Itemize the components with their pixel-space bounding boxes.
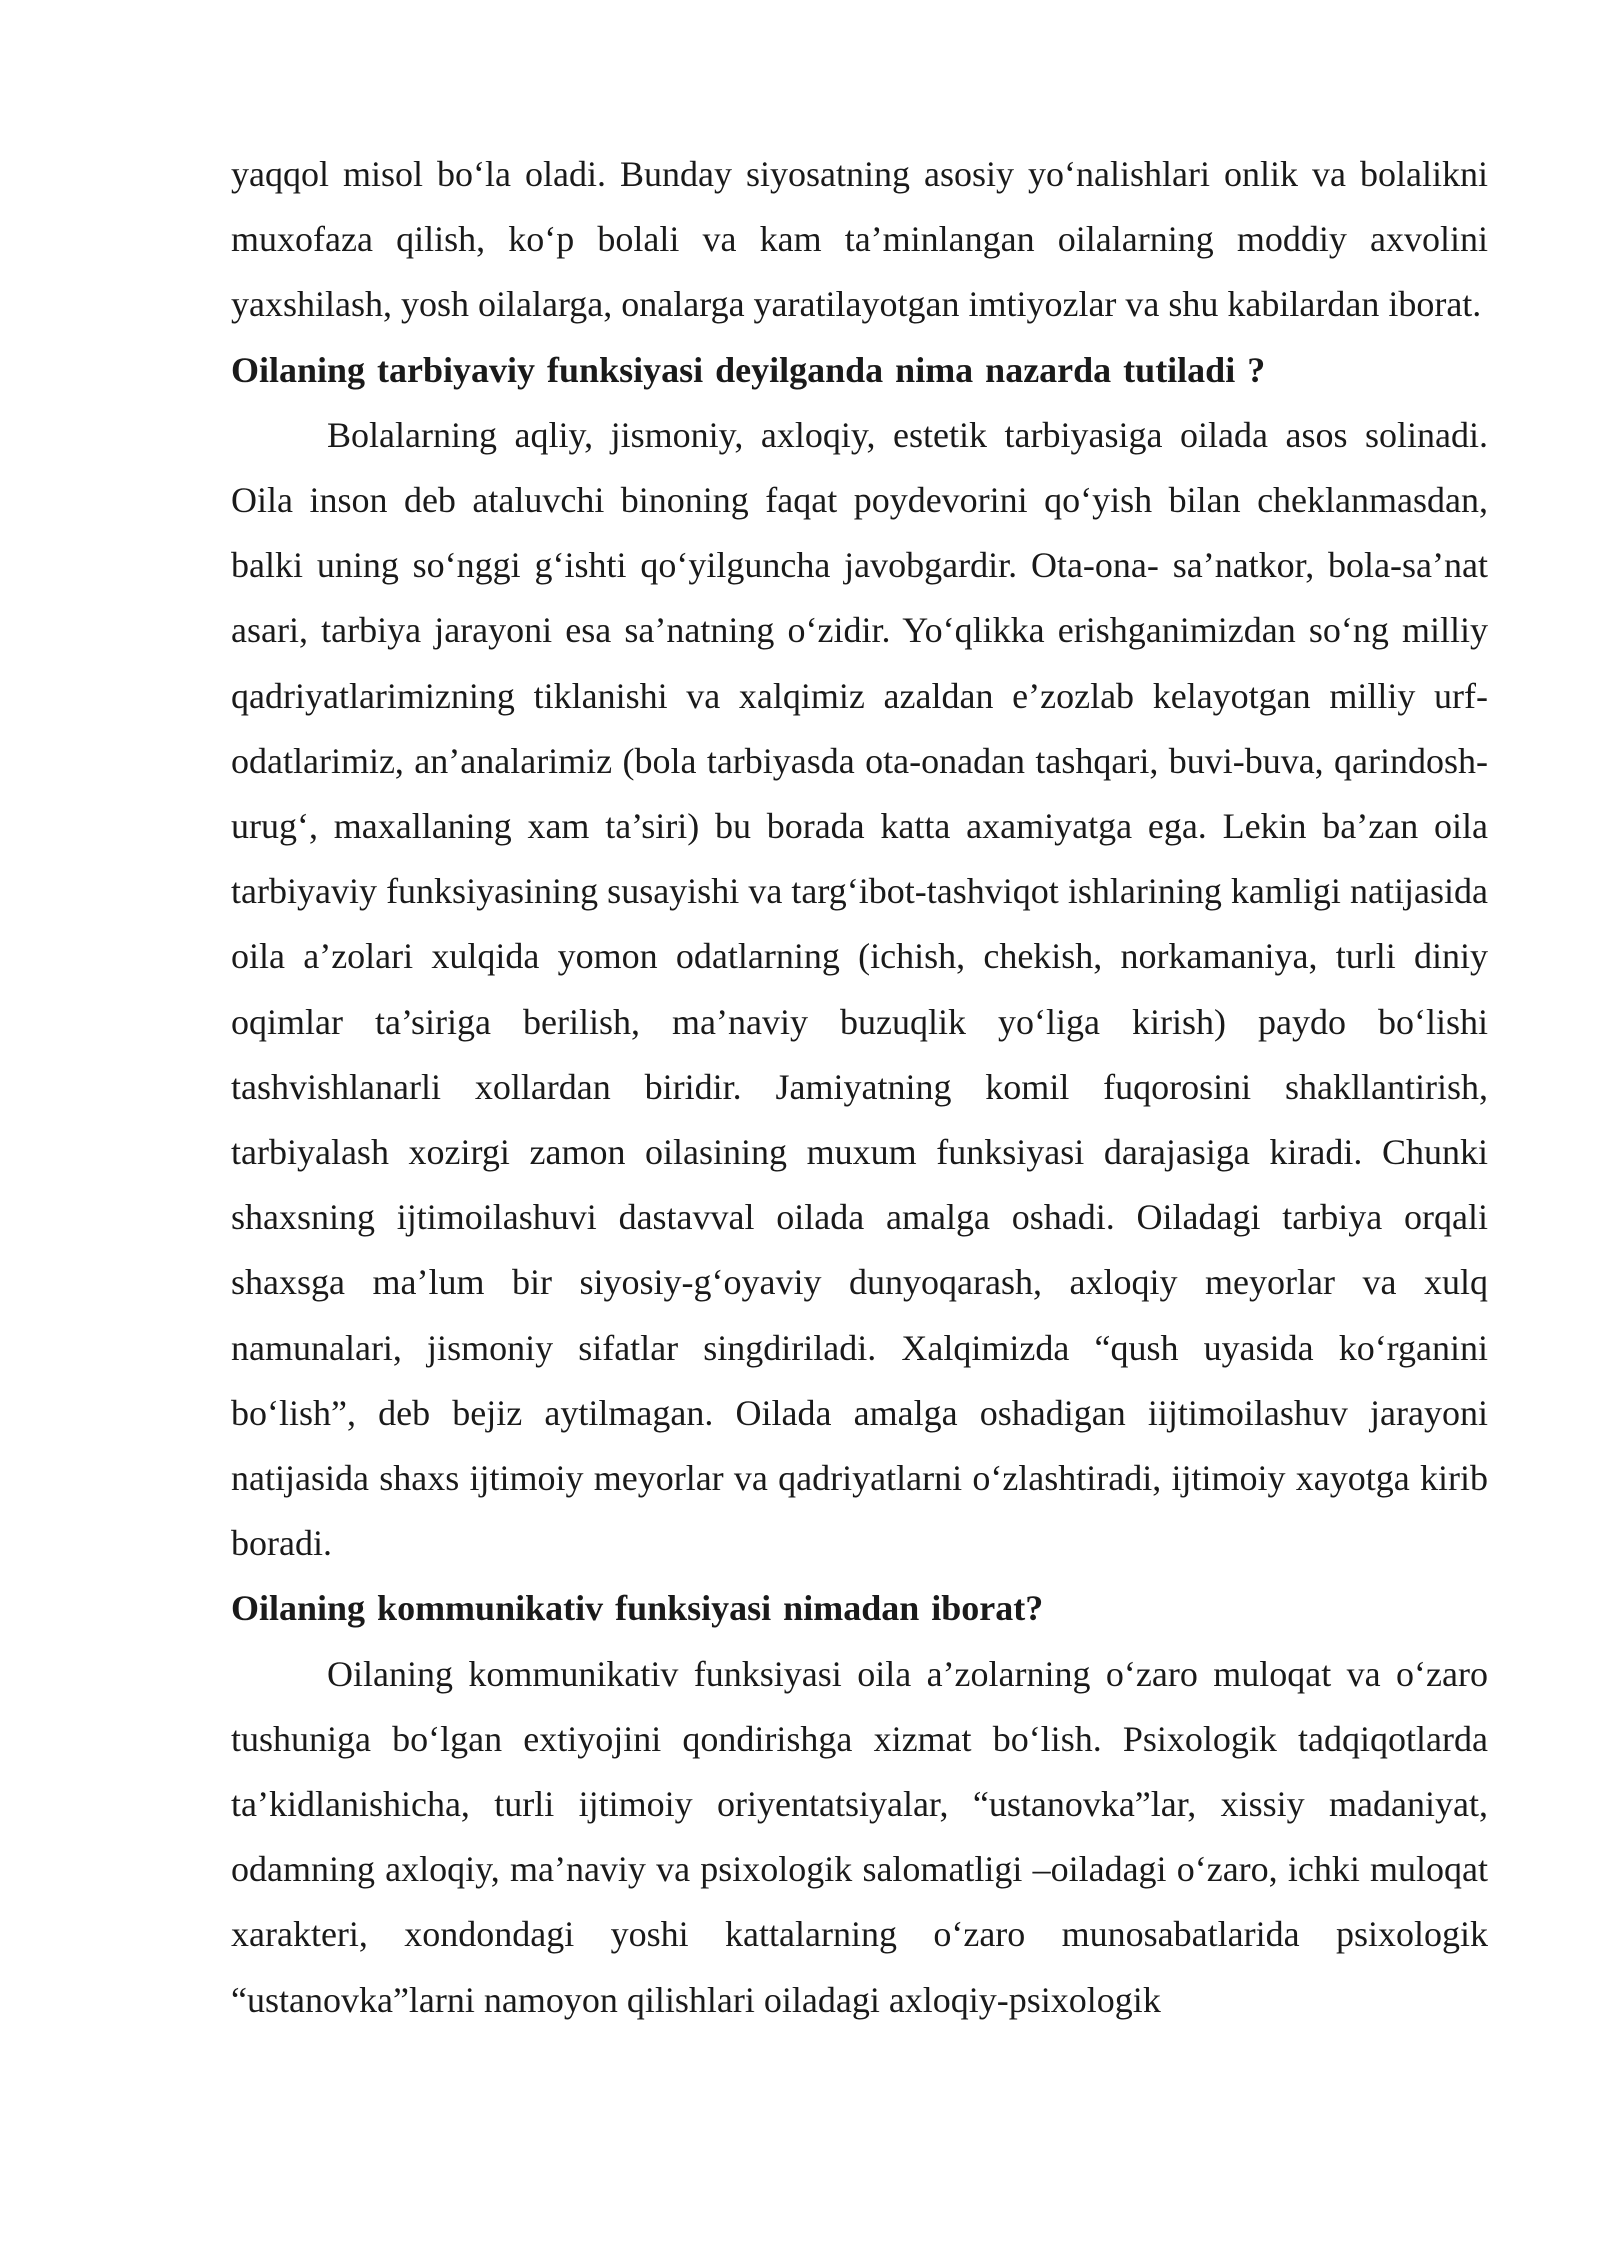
section-heading-communicative-function: Oilaning kommunikativ funksiyasi nimadan iborat? (231, 1588, 1044, 1629)
section-heading-upbringing-function: Oilaning tarbiyaviy funksiyasi deyilganda nima nazarda tutiladi ? (231, 349, 1266, 390)
body-paragraph-3: Oilaning kommunikativ funksiyasi oila a’zolarning o‘zaro muloqat va o‘zaro tushuniga bo‘lgan extiyojini qondirishga xizmat bo‘lish. Psixologik tadqiqotlarda ta’kidlanishicha, turli ijtimoiy oriyentatsiyalar, “ustanovka”lar, xissiy madaniyat, odamning axloqiy, ma’naviy va psixologik salomatligi –oiladagi o‘zaro, ichki muloqat xarakteri, xondondagi yoshi kattalarning o‘zaro munosabatlarida psixologik “ustanovka”larni namoyon qilishlari oiladagi axloqiy-psixologik (231, 1653, 1488, 2020)
document-page (231, 142, 1488, 2033)
body-paragraph-2: Bolalarning aqliy, jismoniy, axloqiy, estetik tarbiyasiga oilada asos solinadi. Oila inson deb ataluvchi binoning faqat poydevorini qo‘yish bilan cheklanmasdan, balki uning so‘nggi g‘ishti qo‘yilguncha javobgardir. Ota-ona- sa’natkor, bola-sa’nat asari, tarbiya jarayoni esa sa’natning o‘zidir. Yo‘qlikka erishganimizdan so‘ng milliy qadriyatlarimizning tiklanishi va xalqimiz azaldan e’zozlab kelayotgan milliy urf-odatlarimiz, an’analarimiz (bola tarbiyasda ota-onadan tashqari, buvi-buva, qarindosh-urug‘, maxallaning xam ta’siri) bu borada katta axamiyatga ega. Lekin ba’zan oila tarbiyaviy funksiyasining susayishi va targ‘ibot-tashviqot ishlarining kamligi natijasida oila a’zolari xulqida yomon odatlarning (ichish, chekish, norkamaniya, turli diniy oqimlar ta’siriga berilish, ma’naviy buzuqlik yo‘liga kirish) paydo bo‘lishi tashvishlanarli xollardan biridir. Jamiyatning komil fuqorosini shakllantirish, tarbiyalash xozirgi zamon oilasining muxum funksiyasi darajasiga kiradi. Chunki shaxsning ijtimoilashuvi dastavval oilada amalga oshadi. Oiladagi tarbiya orqali shaxsga ma’lum bir siyosiy-g‘oyaviy dunyoqarash, axloqiy meyorlar va xulq namunalari, jismoniy sifatlar singdiriladi. Xalqimizda “qush uyasida ko‘rganini bo‘lish”, deb bejiz aytilmagan. Oilada amalga oshadigan iijtimoilashuv jarayoni natijasida shaxs ijtimoiy meyorlar va qadriyatlarni o‘zlashtiradi, ijtimoiy xayotga kirib boradi. (231, 414, 1488, 1564)
body-paragraph-1: yaqqol misol bo‘la oladi. Bunday siyosatning asosiy yo‘nalishlari onlik va bolalikni muxofaza qilish, ko‘p bolali va kam ta’minlangan oilalarning moddiy axvolini yaxshilash, yosh oilalarga, onalarga yaratilayotgan imtiyozlar va shu kabilardan iborat. (231, 154, 1488, 325)
